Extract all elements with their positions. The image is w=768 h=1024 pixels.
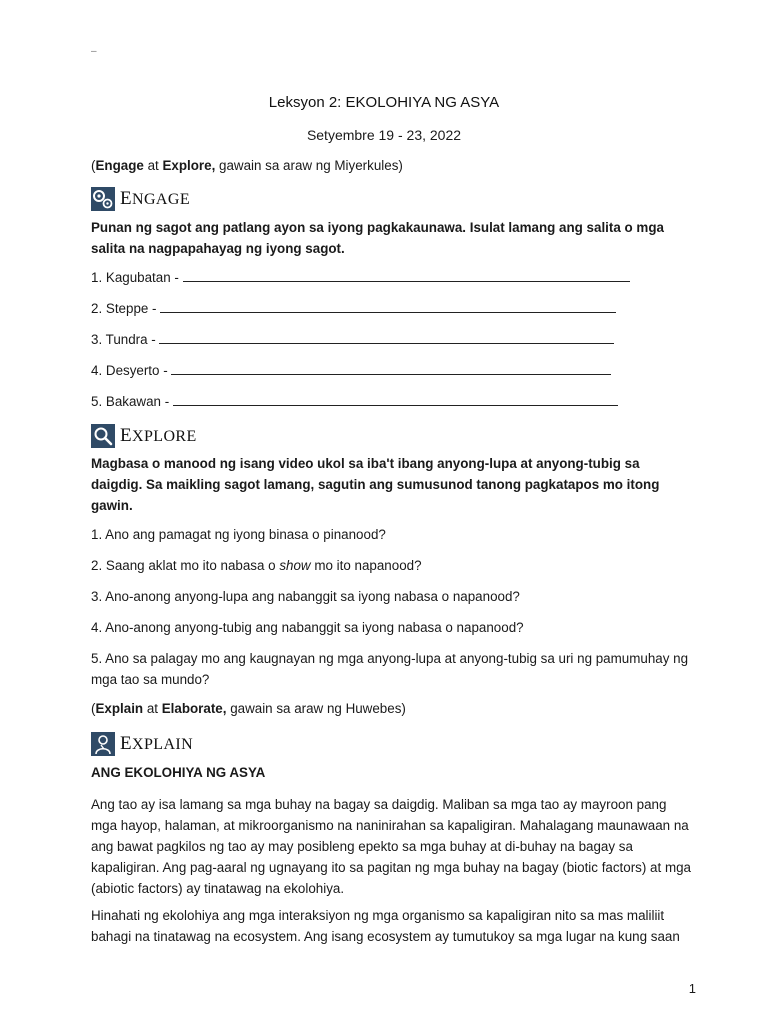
explore-instruction: Magbasa o manood ng isang video ukol sa iba't ibang anyong-lupa at anyong-tubig sa daigdig. Sa maikling sagot lamang, sagutin ang sumusunod tanong pagkatapos mo itong gawin. xyxy=(91,456,660,513)
engage-item-5: 5. Bakawan - xyxy=(91,393,691,409)
magnifier-icon xyxy=(91,424,115,448)
engage-instruction: Punan ng sagot ang patlang ayon sa iyong pagkakaunawa. Isulat lamang ang salita o mga salita na nagpapahayag ng iyong sagot. xyxy=(91,220,664,256)
lesson-title: Leksyon 2: EKOLOHIYA NG ASYA xyxy=(268,94,500,111)
answer-blank[interactable] xyxy=(183,269,630,282)
explore-label: EXPLORE xyxy=(120,425,197,446)
engage-item-4: 4. Desyerto - xyxy=(91,362,691,378)
answer-blank[interactable] xyxy=(173,393,618,406)
thinker-icon xyxy=(91,732,115,756)
explore-question-4: 4. Ano-anong anyong-tubig ang nabanggit sa iyong nabasa o napanood? xyxy=(91,620,524,635)
engage-section-header xyxy=(91,186,190,212)
gears-icon xyxy=(91,187,115,211)
engage-item-1: 1. Kagubatan - xyxy=(91,269,691,285)
explore-question-2: 2. Saang aklat mo ito nabasa o show mo ito napanood? xyxy=(91,558,422,573)
explain-paragraph-2: Hinahati ng ekolohiya ang mga interaksiyon ng mga organismo sa kapaligiran nito sa mas maliliit bahagi na tinatawag na ecosystem. Ang isang ecosystem ay tumutukoy sa mga lugar na kung saan xyxy=(91,908,680,944)
explore-section-header xyxy=(91,423,197,449)
page-number: 1 xyxy=(688,981,696,996)
explain-label: EXPLAIN xyxy=(120,733,194,754)
answer-blank[interactable] xyxy=(159,331,614,344)
schedule-note-1: (Engage at Explore, gawain sa araw ng Miyerkules) xyxy=(91,158,403,173)
answer-blank[interactable] xyxy=(160,300,616,313)
explore-question-1: 1. Ano ang pamagat ng iyong binasa o pinanood? xyxy=(91,527,386,542)
schedule-note-2: (Explain at Elaborate, gawain sa araw ng Huwebes) xyxy=(91,701,406,716)
engage-item-2: 2. Steppe - xyxy=(91,300,691,316)
header-mark: – xyxy=(91,46,97,57)
engage-label: ENGAGE xyxy=(120,188,191,209)
answer-blank[interactable] xyxy=(171,362,611,375)
explain-heading: ANG EKOLOHIYA NG ASYA xyxy=(91,765,266,780)
explain-paragraph-1: Ang tao ay isa lamang sa mga buhay na bagay sa daigdig. Maliban sa mga tao ay mayroon pang mga hayop, halaman, at mikroorganismo na naninirahan sa kapaligiran. Mahalagang maunawaan na ang bawat pagkilos ng tao ay may posibleng epekto sa mga buhay at di-buhay na bagay sa kapaligiran. Ang pag-aaral ng ugnayang ito sa pagitan ng mga buhay na bagay (biotic factors) at mga (abiotic factors) ay tinatawag na ekolohiya. xyxy=(91,797,691,896)
explain-section-header xyxy=(91,731,193,757)
explore-question-3: 3. Ano-anong anyong-lupa ang nabanggit sa iyong nabasa o napanood? xyxy=(91,589,520,604)
lesson-date: Setyembre 19 - 23, 2022 xyxy=(306,127,462,143)
explore-question-5: 5. Ano sa palagay mo ang kaugnayan ng mga anyong-lupa at anyong-tubig sa uri ng pamumuhay ng mga tao sa mundo? xyxy=(91,651,689,687)
engage-item-3: 3. Tundra - xyxy=(91,331,691,347)
